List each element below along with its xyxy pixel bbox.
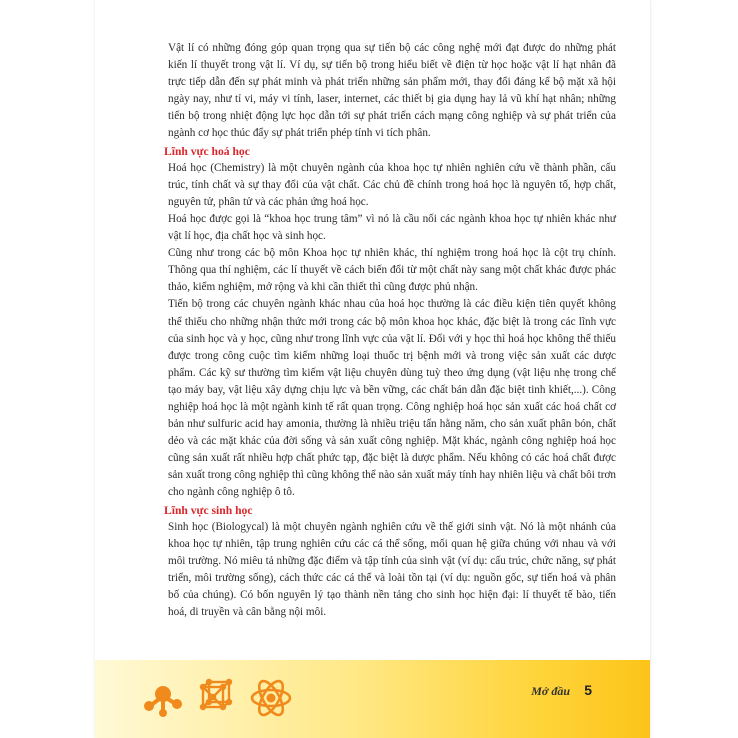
- chemistry-paragraph-3: Cũng như trong các bộ môn Khoa học tự nhiên khác, thí nghiệm trong hoá học là cột trụ chính. Thông qua thí nghiệm, các lí thuyết về cách biến đổi từ một chất này sang một chất khác được phác thảo, kiểm nghiệm, mở rộng và khi cần thiết thì cũng được phủ nhận.: [168, 247, 616, 294]
- page-content: [164, 40, 616, 621]
- page-number: 5: [584, 682, 592, 698]
- intro-paragraph: Vật lí có những đóng góp quan trọng qua sự tiến bộ các công nghệ mới đạt được do những phát kiến lí thuyết trong vật lí. Ví dụ, sự tiến bộ trong hiểu biết về điện từ học hoặc vật lí hạt nhân đã trực tiếp dẫn đến sự phát minh và phát triển những sản phẩm mới, thay đổi đáng kể bộ mặt xã hội ngày nay, như tỉ vi, máy vi tính, laser, internet, các thiết bị gia dụng hay lả vũ khí hạt nhân; những tiến bộ trong nhiệt động lực học dẫn tới sự phát triển cách mạng công nghiệp và sự phát triển của ngành cơ học thúc đẩy sự phát triển phép tính vi tích phân.: [168, 42, 616, 140]
- crystal-lattice-icon: [193, 675, 239, 721]
- footer-icons: [141, 670, 295, 726]
- section-heading-biology: Lĩnh vực sinh học: [164, 503, 253, 517]
- biology-paragraph-1: Sinh học (Biologycal) là một chuyên ngành nghiên cứu về thế giới sinh vật. Nó là một nhánh của khoa học tự nhiên, tập trung nghiên cứu các cá thể sống, mối quan hệ giữa chúng với nhau và với môi trường. Nó miêu tả những đặc điểm và tập tính của sinh vật (ví dụ: cấu trúc, chức năng, sự phát triển, môi trường sống), cách thức các cá thể và loài tồn tại (ví dụ: nguồn gốc, sự tiến hoá và phân bố của chúng). Có bốn nguyên lý tạo thành nền tảng cho sinh học hiện đại: lí thuyết tế bào, tiến hoá, di truyền và cân bằng nội môi.: [168, 520, 616, 619]
- chemistry-paragraph-2: Hoá học được gọi là “khoa học trung tâm” vì nó là cầu nối các ngành khoa học tự nhiên khác như vật lí học, địa chất học và sinh học.: [168, 212, 616, 243]
- atom-icon: [247, 674, 295, 722]
- document-page: [95, 0, 650, 738]
- molecule-icon: [141, 676, 185, 720]
- page-footer: [95, 660, 650, 738]
- footer-chapter-label: Mở đầu: [531, 684, 570, 698]
- chemistry-paragraph-4: Tiến bộ trong các chuyên ngành khác nhau của hoá học thường là các điều kiện tiên quyết không thể thiếu cho những nhận thức mới trong các bộ môn khoa học khác, đặc biệt là trong các lĩnh vực của sinh học và y học, cũng như trong lĩnh vực của vật lí. Đối với y học thì hoá học không thể thiếu được trong công cuộc tìm kiếm những loại thuốc trị bệnh mới và trong việc sản xuất các dược phẩm. Các kỹ sư thường tìm kiếm vật liệu chuyên dùng tuỳ theo ứng dụng (vật liệu nhẹ trong chế tạo máy bay, vật liệu xây dựng chịu lực và bền vững, các chất bán dẫn đặc biệt tinh khiết,...). Công nghiệp hoá học là một ngành kinh tế rất quan trọng. Công nghiệp hoá học sản xuất các hoá chất cơ bản như sulfuric acid hay amonia, thường là nhiều triệu tấn hằng năm, cho sản xuất phân bón, chất dẻo và các mặt khác của đời sống và sản xuất công nghiệp. Mặt khác, ngành công nghiệp hoá học cũng sản xuất rất nhiều hợp chất phức tạp, đặc biệt là dược phẩm. Nếu không có các hoá chất được sản xuất trong công nghiệp thì cũng không thể nào sản xuất máy tính hay nhiên liệu và chất bôi trơn cho ngành công nghiệp ô tô.: [168, 298, 616, 499]
- section-heading-chemistry: Lĩnh vực hoá học: [164, 144, 250, 158]
- chemistry-paragraph-1: Hoá học (Chemistry) là một chuyên ngành của khoa học tự nhiên nghiên cứu về thành phần, cấu trúc, tính chất và sự thay đổi của vật chất. Các chủ đề chính trong hoá học là nguyên tố, hợp chất, nguyên tử, phân tử và các phản ứng hoá học.: [168, 161, 616, 208]
